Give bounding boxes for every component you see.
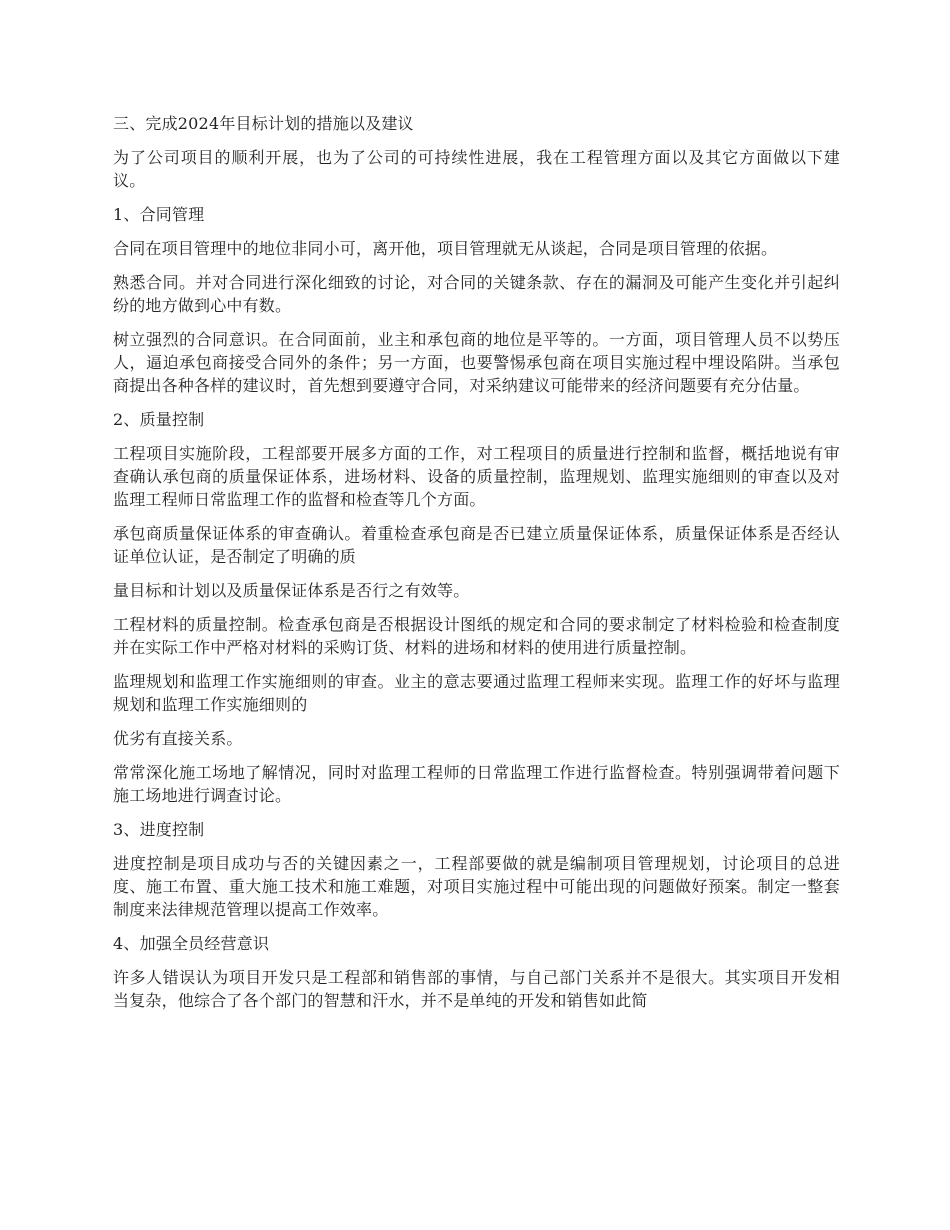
body-paragraph: 进度控制是项目成功与否的关键因素之一，工程部要做的就是编制项目管理规划，讨论项目的总进度、施工布置、重大施工技术和施工难题，对项目实施过程中可能出现的问题做好预案。制定一整套制度来法律规范管理以提高工作效率。 xyxy=(113,854,840,919)
body-paragraph: 承包商质量保证体系的审查确认。着重检查承包商是否已建立质量保证体系，质量保证体系是否经认证单位认证，是否制定了明确的质 xyxy=(113,524,840,566)
body-paragraph: 许多人错误认为项目开发只是工程部和销售部的事情，与自己部门关系并不是很大。其实项目开发相当复杂，他综合了各个部门的智慧和汗水，并不是单纯的开发和销售如此简 xyxy=(113,968,840,1010)
subsection-heading: 1、合同管理 xyxy=(113,205,205,224)
subsection-heading: 2、质量控制 xyxy=(113,410,205,429)
body-paragraph: 监理规划和监理工作实施细则的审查。业主的意志要通过监理工程师来实现。监理工作的好坏与监理规划和监理工作实施细则的 xyxy=(113,672,840,714)
body-paragraph: 工程项目实施阶段，工程部要开展多方面的工作，对工程项目的质量进行控制和监督，概括地说有审查确认承包商的质量保证体系，进场材料、设备的质量控制，监理规划、监理实施细则的审查以及对监理工程师日常监理工作的监督和检查等几个方面。 xyxy=(113,444,840,509)
body-paragraph: 为了公司项目的顺利开展，也为了公司的可持续性进展，我在工程管理方面以及其它方面做以下建议。 xyxy=(113,148,840,190)
section-heading: 三、完成2024年目标计划的措施以及建议 xyxy=(113,114,414,133)
subsection-heading: 4、加强全员经营意识 xyxy=(113,934,270,953)
body-paragraph: 树立强烈的合同意识。在合同面前，业主和承包商的地位是平等的。一方面，项目管理人员不以势压人，逼迫承包商接受合同外的条件；另一方面，也要警惕承包商在项目实施过程中埋设陷阱。当承包商提出各种各样的建议时，首先想到要遵守合同，对采纳建议可能带来的经济问题要有充分估量。 xyxy=(113,330,840,395)
body-paragraph: 常常深化施工场地了解情况，同时对监理工程师的日常监理工作进行监督检查。特别强调带着问题下施工场地进行调查讨论。 xyxy=(113,763,840,805)
subsection-heading: 3、进度控制 xyxy=(113,820,205,839)
body-paragraph: 熟悉合同。并对合同进行深化细致的讨论，对合同的关键条款、存在的漏洞及可能产生变化并引起纠纷的地方做到心中有数。 xyxy=(113,273,840,315)
body-paragraph: 工程材料的质量控制。检查承包商是否根据设计图纸的规定和合同的要求制定了材料检验和检查制度并在实际工作中严格对材料的采购订货、材料的进场和材料的使用进行质量控制。 xyxy=(113,615,840,657)
body-paragraph: 合同在项目管理中的地位非同小可，离开他，项目管理就无从谈起，合同是项目管理的依据。 xyxy=(113,239,778,258)
body-paragraph: 优劣有直接关系。 xyxy=(113,729,243,748)
document-page xyxy=(113,112,840,1023)
body-paragraph: 量目标和计划以及质量保证体系是否行之有效等。 xyxy=(113,581,470,600)
